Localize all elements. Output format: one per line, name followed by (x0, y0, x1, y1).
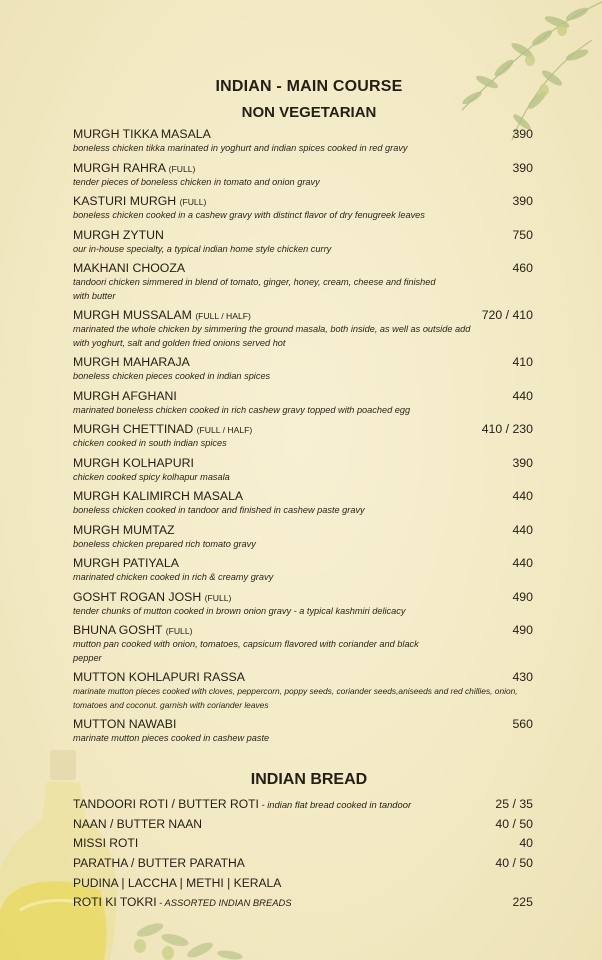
item-description: boneless chicken prepared rich tomato gravy (73, 538, 256, 549)
item-price: 490 (512, 589, 533, 604)
bread-item (73, 856, 533, 876)
item-description: boneless chicken tikka marinated in yoghurt and indian spices cooked in red gravy (73, 143, 408, 153)
item-portion-note: (FULL) (204, 592, 232, 603)
item-description: marinated chicken cooked in rich & creamy gravy (73, 572, 274, 582)
bread-name: PARATHA / BUTTER PARATHA (73, 856, 245, 871)
item-price: 440 (512, 489, 533, 503)
bread-name: ROTI KI TOKRI - ASSORTED INDIAN BREADS (73, 895, 292, 910)
item-name: MURGH KALIMIRCH MASALA (73, 489, 244, 503)
menu-item (73, 456, 533, 485)
menu-item (73, 127, 533, 156)
menu-item (73, 422, 533, 451)
item-name: MUTTON NAWABI (73, 717, 177, 731)
item-portion-note: (FULL / HALF) (196, 425, 253, 435)
menu-item (73, 523, 533, 552)
item-name: MURGH CHETTINAD (FULL / HALF) (73, 422, 253, 436)
bread-price: 25 / 35 (495, 797, 533, 811)
item-price: 390 (512, 455, 533, 470)
item-price: 460 (512, 261, 533, 275)
item-description: marinate mutton pieces cooked with cloves, peppercorn, poppy seeds, coriander seeds,aniseeds and red chillies, onion, tomatoes and coconut. garnish with coriander leaves (73, 686, 518, 710)
item-name: MUTTON KOHLAPURI RASSA (73, 670, 245, 684)
menu-item (73, 623, 533, 665)
bread-list (73, 797, 533, 915)
item-price: 440 (512, 522, 533, 537)
item-name: GOSHT ROGAN JOSH (FULL) (73, 589, 232, 604)
item-description: chicken cooked spicy kolhapur masala (73, 471, 230, 482)
bread-price: 225 (512, 895, 533, 910)
section-title-main-course: INDIAN - MAIN COURSE (215, 78, 403, 95)
bread-description: - ASSORTED INDIAN BREADS (156, 897, 292, 909)
item-price: 390 (512, 194, 533, 208)
item-price: 750 (512, 227, 533, 242)
item-portion-note: (FULL / HALF) (195, 311, 251, 321)
bread-price: 40 / 50 (495, 856, 533, 871)
section-title-bread: INDIAN BREAD (250, 771, 368, 788)
item-description: boneless chicken pieces cooked in indian spices (73, 371, 271, 381)
menu-item (73, 389, 533, 418)
menu-item (73, 670, 533, 712)
item-price: 410 / 230 (481, 422, 533, 436)
bread-item (73, 836, 533, 856)
item-name: KASTURI MURGH (FULL) (73, 194, 207, 208)
item-description: chicken cooked in south indian spices (73, 438, 227, 448)
bread-name: PUDINA | LACCHA | METHI | KERALA (73, 875, 282, 890)
item-description: boneless chicken cooked in tandoor and finished in cashew paste gravy (73, 505, 365, 515)
item-name: MURGH PATIYALA (73, 556, 179, 570)
item-name: MURGH ZYTUN (73, 227, 164, 242)
menu-item (73, 717, 533, 746)
item-name: MURGH TIKKA MASALA (73, 127, 211, 141)
item-price: 430 (512, 670, 533, 684)
menu-item (73, 161, 533, 190)
subsection-title-non-veg: NON VEGETARIAN (241, 104, 377, 121)
item-description: our in-house specialty, a typical indian home style chicken curry (73, 243, 332, 254)
item-description: marinated the whole chicken by simmering the ground masala, both inside, as well as outside add with yoghurt, salt and golden fried onions served hot (73, 324, 471, 348)
item-description: tender pieces of boneless chicken in tomato and onion gravy (73, 176, 320, 187)
item-description: marinate mutton pieces cooked in cashew paste (73, 733, 270, 743)
item-price: 490 (512, 623, 533, 637)
menu-item (73, 228, 533, 257)
menu-item (73, 261, 533, 303)
item-price: 720 / 410 (481, 308, 533, 322)
item-description: tender chunks of mutton cooked in brown onion gravy - a typical kashmiri delicacy (73, 605, 406, 616)
item-name: MURGH KOLHAPURI (73, 455, 194, 470)
item-name: MURGH AFGHANI (73, 388, 177, 403)
item-name: MURGH MUMTAZ (73, 522, 175, 537)
item-portion-note: (FULL) (165, 626, 193, 636)
menu-item (73, 556, 533, 585)
bread-item (73, 817, 533, 837)
item-name: MAKHANI CHOOZA (73, 261, 186, 275)
item-portion-note: (FULL) (168, 163, 196, 174)
bread-name: TANDOORI ROTI / BUTTER ROTI - indian flat bread cooked in tandoor (73, 797, 412, 811)
item-price: 440 (512, 388, 533, 403)
item-description: marinated boneless chicken cooked in rich cashew gravy topped with poached egg (73, 404, 411, 415)
bread-item (73, 797, 533, 817)
item-price: 410 (512, 355, 533, 369)
item-portion-note: (FULL) (179, 197, 207, 207)
menu-item (73, 590, 533, 619)
main-course-list (73, 127, 533, 751)
item-name: MURGH MAHARAJA (73, 355, 190, 369)
item-price: 390 (512, 127, 533, 141)
item-price: 560 (512, 717, 533, 731)
item-description: tandoori chicken simmered in blend of tomato, ginger, honey, cream, cheese and finished with butter (73, 277, 436, 301)
menu-item (73, 355, 533, 384)
menu-item (73, 194, 533, 223)
item-price: 390 (512, 160, 533, 175)
bread-item (73, 895, 533, 915)
bread-item (73, 876, 533, 896)
item-description: mutton pan cooked with onion, tomatoes, capsicum flavored with coriander and black pepper (73, 639, 419, 663)
bread-description: - indian flat bread cooked in tandoor (258, 799, 412, 810)
menu-item (73, 308, 533, 350)
item-description: boneless chicken cooked in a cashew gravy with distinct flavor of dry fenugreek leaves (73, 210, 425, 220)
menu-item (73, 489, 533, 518)
bread-price: 40 (519, 836, 533, 851)
item-name: MURGH RAHRA (FULL) (73, 160, 196, 175)
bread-name: NAAN / BUTTER NAAN (73, 816, 203, 831)
item-price: 440 (512, 556, 533, 570)
bread-name: MISSI ROTI (73, 836, 139, 851)
item-name: BHUNA GOSHT (FULL) (73, 623, 193, 637)
item-name: MURGH MUSSALAM (FULL / HALF) (73, 308, 251, 322)
bread-price: 40 / 50 (495, 816, 533, 831)
